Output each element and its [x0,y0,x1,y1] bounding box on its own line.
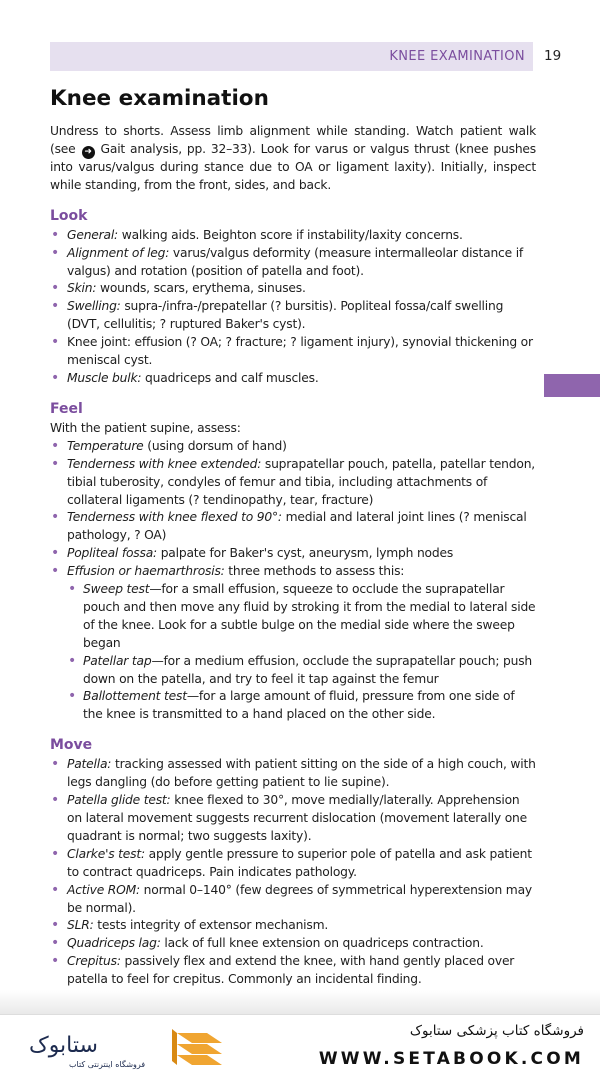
item-text: apply gentle pressure to superior pole of patella and ask patient to contract quadriceps. Pain indicates pathology. [67,846,532,879]
list-item [50,935,536,953]
item-text: —for a large amount of fluid, pressure from one side of the knee is transmitted to a hand placed on the other side. [83,689,515,722]
item-text: three methods to assess this: [224,564,405,579]
intro-text-2: Gait analysis, pp. 32–33). Look for varus or valgus thrust (knee pushes into varus/valgus during stance due to OA or ligament laxity). Initially, inspect while standing, from the front, sides, and back. [50,141,536,192]
item-lead: Effusion or haemarthrosis: [67,564,225,579]
shop-url-link[interactable]: WWW.SETABOOK.COM [318,1049,584,1069]
item-text: suprapatellar pouch, patella, patellar tendon, tibial tuberosity, condyles of femur and tibia, including attachments of collateral ligaments (? tendinopathy, tear, fracture) [67,456,536,507]
list-item [67,581,536,653]
list-item [50,882,536,918]
item-lead: Alignment of leg: [67,245,170,260]
list-item [50,917,536,935]
list-item [50,792,536,846]
item-text: wounds, scars, erythema, sinuses. [96,281,306,296]
item-text: tracking assessed with patient sitting on the side of a high couch, with legs dangling (do before getting patient to lie supine). [67,757,536,790]
item-lead: Temperature [67,438,144,453]
item-lead: General: [67,227,119,242]
item-lead: Muscle bulk: [67,370,142,385]
item-lead: Sweep test [83,582,150,597]
list-item [67,653,536,689]
move-list [50,756,536,989]
item-text: passively flex and extend the knee, with hand gently placed over patella to feel for crepitus. Commonly an incidental finding. [67,954,515,987]
list-item [50,280,536,298]
item-text: palpate for Baker's cyst, aneurysm, lymph nodes [156,546,454,561]
item-lead: Swelling: [67,299,121,314]
list-item [50,846,536,882]
list-item [50,563,536,581]
running-head-band [50,42,533,71]
list-item [50,245,536,281]
intro-paragraph [50,123,536,195]
intro-text-1: Undress to shorts. Assess limb alignment while standing. Watch patient walk (see [50,124,536,156]
item-text: lack of full knee extension on quadriceps contraction. [160,936,484,951]
item-lead: Patella: [67,757,112,772]
list-item [50,545,536,563]
item-lead: Tenderness with knee extended: [67,456,262,471]
list-item [50,438,536,456]
list-item [50,298,536,334]
list-item [50,756,536,792]
item-text: knee flexed to 30°, move medially/laterally. Apprehension on lateral movement suggests recurrent dislocation (movement laterally one quadrant is normal; two suggests laxity). [67,793,528,843]
section-heading-move: Move [50,737,93,754]
item-lead: Ballottement test [83,689,187,704]
list-item [50,370,536,388]
item-lead: Active ROM: [67,882,140,897]
list-item [67,688,536,724]
list-item [50,334,536,370]
item-lead: Quadriceps lag: [67,936,161,951]
list-item [50,227,536,245]
item-text: medial and lateral joint lines (? meniscal pathology, ? OA) [67,510,527,543]
running-head: KNEE EXAMINATION [389,49,525,64]
list-item [50,456,536,510]
item-text: Knee joint: effusion (? OA; ? fracture; ? ligament injury), synovial thickening or meniscal cyst. [67,335,533,368]
item-lead: Patellar tap [83,653,152,668]
chapter-thumb-tab [544,374,600,397]
item-text: varus/valgus deformity (measure intermalleolar distance if valgus) and rotation (position of patella and foot). [67,245,524,278]
effusion-tests-list [67,581,536,724]
feel-intro: With the patient supine, assess: [50,420,241,435]
list-item [50,953,536,989]
logo-subtext: فروشگاه اینترنتی کتاب [69,1060,146,1069]
footer-banner [0,1014,600,1081]
item-text: —for a small effusion, squeeze to occlude the suprapatellar pouch and then move any fluid by stroking it from the medial to lateral side of the knee. Look for a subtle bulge on the medial side where the sweep began [83,582,536,650]
item-text: normal 0–140° (few degrees of symmetrical hyperextension may be normal). [67,882,532,915]
setabook-logo [25,1025,225,1071]
item-lead: SLR: [67,918,94,933]
item-lead: Patella glide test: [67,793,171,808]
item-lead: Crepitus: [67,954,121,969]
page-bottom-shadow [0,990,600,1014]
item-lead: Clarke's test: [67,846,145,861]
item-text: supra-/infra-/prepatellar (? bursitis). Popliteal fossa/calf swelling (DVT, cellulitis; ? ruptured Baker's cyst). [67,299,504,332]
logo-book-icon [172,1029,222,1065]
list-item [50,509,536,545]
item-text: tests integrity of extensor mechanism. [93,918,329,933]
section-heading-feel: Feel [50,400,83,417]
item-text: quadriceps and calf muscles. [141,370,319,385]
item-lead: Skin: [67,281,97,296]
logo-text: ستابوک [29,1033,98,1058]
section-heading-look: Look [50,207,88,224]
item-text: walking aids. Beighton score if instability/laxity concerns. [118,227,463,242]
page-number: 19 [544,48,562,64]
shop-name: فروشگاه کتاب پزشکی ستابوک [409,1023,584,1039]
feel-list [50,438,536,725]
page-title: Knee examination [50,86,269,111]
item-text: —for a medium effusion, occlude the suprapatellar pouch; push down on the patella, and try to feel it tap against the femur [83,653,533,686]
item-lead: Tenderness with knee flexed to 90°: [67,510,282,525]
page-content [50,84,536,989]
cross-reference-arrow-icon: ➜ [82,146,95,159]
look-list [50,227,536,388]
item-lead: Popliteal fossa: [67,546,157,561]
item-text: (using dorsum of hand) [143,438,287,453]
